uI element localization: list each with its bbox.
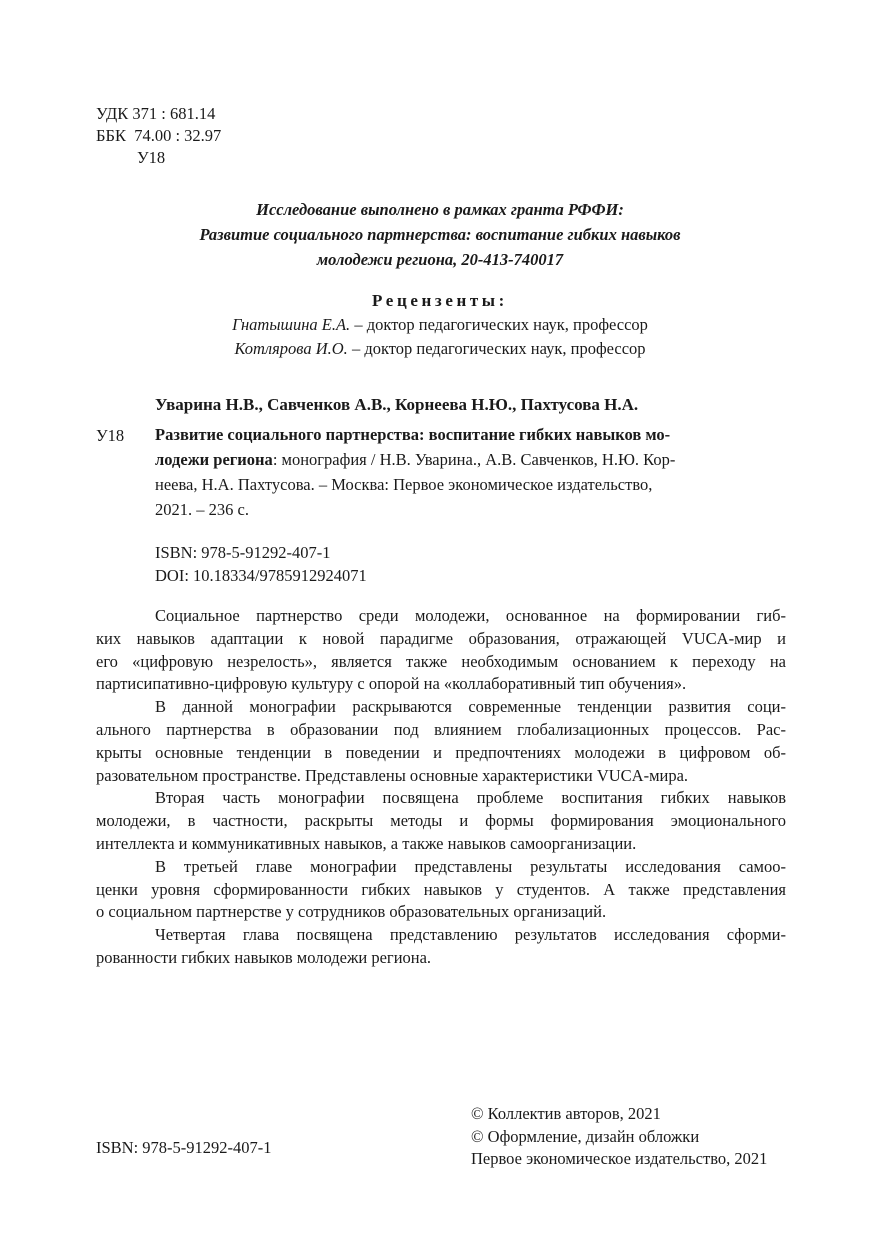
udk-code: УДК 371 : 681.14	[96, 104, 216, 123]
grant-note	[96, 197, 784, 272]
reviewer-2-role: – доктор педагогических наук, профессор	[347, 339, 646, 358]
reviewers-heading: Рецензенты:	[372, 291, 508, 310]
abstract-p4-line1: В третьей главе монографии представлены результаты исследования самоо-	[155, 856, 786, 876]
abstract	[96, 605, 786, 970]
copyright-line-2: © Оформление, дизайн обложки	[471, 1126, 700, 1146]
book-title-part-2: лодежи региона	[155, 450, 273, 469]
isbn-line: ISBN: 978-5-91292-407-1	[155, 543, 331, 562]
abstract-p2-line1: В данной монографии раскрываются современные тенденции развития соци-	[155, 697, 786, 717]
footer-isbn: ISBN: 978-5-91292-407-1	[96, 1138, 272, 1157]
author-mark: У18	[137, 148, 166, 167]
abstract-p2-line3: крыты основные тенденции в поведении и предпочтениях молодежи в цифровом об-	[96, 742, 786, 762]
entry-line-2	[155, 447, 785, 472]
reviewer-1-name: Гнатышина Е.А.	[232, 315, 351, 334]
entry-line-4: 2021. – 236 с.	[155, 500, 249, 519]
catalog-code: У18	[96, 426, 125, 445]
grant-line-2: Развитие социального партнерства: воспитание гибких навыков	[199, 225, 681, 244]
bbk-code: ББК 74.00 : 32.97	[96, 126, 222, 145]
book-title-part-1: Развитие социального партнерства: воспитание гибких навыков мо-	[155, 425, 671, 444]
abstract-p1-line2: ких навыков адаптации к новой парадигме образования, отражающей VUCA-мир и	[96, 628, 786, 648]
abstract-p5-line1: Четвертая глава посвящена представлению результатов исследования сформи-	[155, 925, 786, 945]
abstract-p3-line2: молодежи, в частности, раскрыты методы и формы формирования эмоционального	[96, 811, 786, 831]
authors-heading: Уварина Н.В., Савченков А.В., Корнеева Н.Ю., Пахтусова Н.А.	[155, 395, 639, 414]
copyright-block	[471, 1103, 791, 1171]
abstract-p4-line2: ценки уровня сформированности гибких навыков у студентов. А также представления	[96, 879, 786, 899]
classification-codes	[96, 103, 396, 169]
abstract-p3-line3: интеллекта и коммуникативных навыков, а также навыков самоорганизации.	[96, 833, 637, 853]
abstract-p2-line4: разовательном пространстве. Представлены основные характеристики VUCA-мира.	[96, 765, 689, 785]
bibliographic-entry	[155, 422, 785, 522]
grant-line-3: молодежи региона, 20-413-740017	[316, 250, 564, 269]
reviewer-2-name: Котлярова И.О.	[234, 339, 348, 358]
abstract-p1-line4: партисипативно-цифровую культуру с опорой на «коллаборативный тип обучения».	[96, 674, 687, 694]
abstract-p1-line3: его «цифровую незрелость», является также необходимым основанием к переходу на	[96, 651, 786, 671]
copyright-line-3: Первое экономическое издательство, 2021	[471, 1149, 768, 1168]
grant-line-1: Исследование выполнено в рамках гранта РФФИ:	[256, 200, 624, 219]
abstract-p4-line3: о социальном партнерстве у сотрудников образовательных организаций.	[96, 902, 607, 922]
reviewer-1	[96, 314, 784, 336]
abstract-p3-line1: Вторая часть монографии посвящена проблеме воспитания гибких навыков	[155, 788, 786, 808]
abstract-p2-line2: ального партнерства в образовании под влиянием глобализационных процессов. Рас-	[96, 719, 786, 739]
abstract-p5-line2: рованности гибких навыков молодежи региона.	[96, 947, 432, 967]
entry-line-3: неева, Н.А. Пахтусова. – Москва: Первое экономическое издательство,	[155, 475, 653, 494]
reviewer-1-role: – доктор педагогических наук, профессор	[350, 315, 648, 334]
abstract-p1-line1: Социальное партнерство среди молодежи, основанное на формировании гиб-	[155, 606, 786, 625]
identifiers	[155, 541, 555, 587]
entry-line-2-rest: : монография / Н.В. Уварина., А.В. Савченков, Н.Ю. Кор-	[272, 450, 676, 469]
doi-line: DOI: 10.18334/9785912924071	[155, 566, 367, 585]
copyright-line-1: © Коллектив авторов, 2021	[471, 1104, 661, 1123]
reviewer-2	[96, 338, 784, 360]
entry-line-1	[155, 422, 785, 447]
